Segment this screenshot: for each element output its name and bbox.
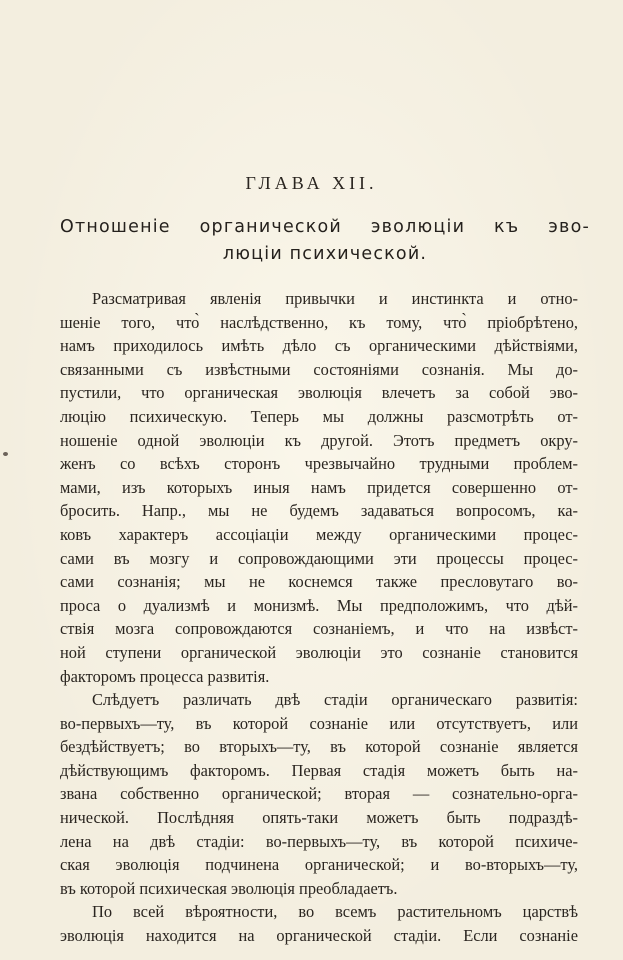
chapter-title-line: люціи психической.	[222, 244, 428, 264]
text-line: бездѣйствуетъ; во вторыхъ—ту, въ которой сознаніе является	[60, 737, 578, 757]
chapter-title	[60, 214, 590, 268]
text-line: эволюція находится на органической стадіи. Если сознаніе	[60, 926, 578, 946]
text-line: лена на двѣ стадіи: во-первыхъ—ту, въ которой психиче-	[60, 831, 578, 851]
text-line: мами, изъ которыхъ иныя намъ придется совершенно от-	[60, 477, 578, 497]
text-line: Слѣдуетъ различать двѣ стадіи органическаго развитія:	[92, 690, 578, 710]
chapter-title-line: Отношеніе органической эволюціи къ эво-	[60, 217, 590, 237]
text-line: ская эволюція подчинена органической; и во-вторыхъ—ту,	[60, 855, 578, 875]
text-line: пустили, что органическая эволюція влечетъ за собой эво-	[60, 383, 578, 403]
text-line: нической. Послѣдняя опять-таки можетъ быть подраздѣ-	[60, 808, 578, 828]
text-line: шеніе того, что̀ наслѣдственно, къ тому, что̀ пріобрѣтено,	[60, 312, 578, 332]
text-line: во-первыхъ—ту, въ которой сознаніе или отсутствуетъ, или	[60, 713, 578, 733]
text-line: факторомъ процесса развитія.	[60, 666, 270, 686]
text-line: связанными съ извѣстными состояніями сознанія. Мы до-	[60, 359, 578, 379]
text-line: проса о дуализмѣ и монизмѣ. Мы предположимъ, что дѣй-	[60, 595, 578, 615]
text-line: ношеніе одной эволюціи къ другой. Этотъ предметъ окру-	[60, 430, 578, 450]
text-line: ствія мозга сопровождаются сознаніемъ, и что на извѣст-	[60, 619, 578, 639]
text-line: сами сознанія; мы не коснемся также пресловутаго во-	[60, 572, 578, 592]
text-line: сами въ мозгу и сопровождающими эти процессы процес-	[60, 548, 578, 568]
chapter-heading: ГЛАВА XII.	[245, 173, 378, 193]
text-line: звана собственно органической; вторая — сознательно-орга-	[60, 784, 578, 804]
text-line: бросить. Напр., мы не будемъ задаваться вопросомъ, ка-	[60, 501, 578, 521]
text-line: ковъ характеръ ассоціаціи между органическими процес-	[60, 524, 578, 544]
text-line: женъ со всѣхъ сторонъ чрезвычайно трудными проблем-	[60, 454, 578, 474]
text-line: Разсматривая явленія привычки и инстинкта и отно-	[92, 289, 578, 308]
text-line: По всей вѣроятности, во всемъ растительномъ царствѣ	[92, 902, 578, 922]
text-line: въ которой психическая эволюція преобладаетъ.	[60, 878, 398, 898]
body-text	[60, 287, 578, 948]
margin-mark	[3, 452, 8, 456]
text-line: намъ приходилось имѣть дѣло съ органическими дѣйствіями,	[60, 336, 578, 356]
text-line: дѣйствующимъ факторомъ. Первая стадія можетъ быть на-	[60, 760, 578, 780]
text-line: люцію психическую. Теперь мы должны разсмотрѣть от-	[60, 406, 578, 426]
text-line: ной ступени органической эволюціи это сознаніе становится	[60, 642, 578, 662]
